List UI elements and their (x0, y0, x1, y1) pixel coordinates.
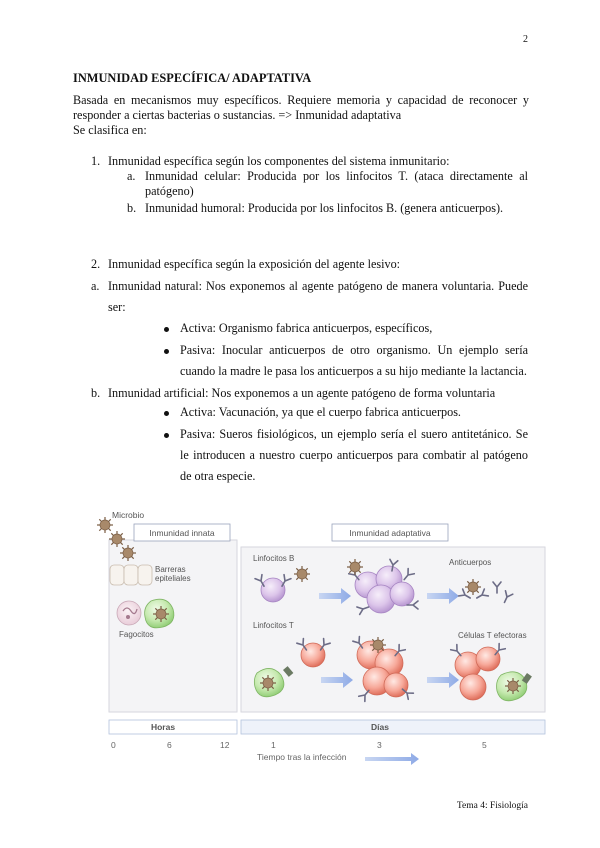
section-heading: INMUNIDAD ESPECÍFICA/ ADAPTATIVA (73, 71, 312, 85)
section2-b-bullet2-line3: de otra especie. (180, 469, 256, 483)
bullet-dot (164, 327, 169, 332)
epiteliales-label: epiteliales (155, 574, 191, 583)
section2-a-line1: Inmunidad natural: Nos exponemos al agente patógeno de manera voluntaria. Puede (108, 279, 528, 293)
adaptive-box-label: Inmunidad adaptativa (349, 528, 431, 538)
section1-item-b-letter: b. (127, 201, 137, 215)
section2-number: 2. (91, 257, 101, 271)
section1-item-a-line2: patógeno) (145, 184, 194, 198)
barreras-label: Barreras (155, 565, 186, 574)
microbe-icon (120, 545, 136, 561)
section1-number: 1. (91, 154, 101, 168)
section2-a-bullet1: Activa: Organismo fabrica anticuerpos, específicos, (180, 321, 433, 335)
footer: Tema 4: Fisiología (456, 801, 528, 811)
section2-b-line1: Inmunidad artificial: Nos exponemos a un agente patógeno de forma voluntaria (108, 386, 496, 400)
days-bar (241, 720, 545, 734)
bullet-dot (164, 411, 169, 416)
microbe-icon (97, 517, 113, 533)
bullet-dot (164, 433, 169, 438)
intro-paragraph: Basada en mecanismos muy específicos. Requiere memoria y capacidad de reconocer y responder a ciertas bacterias o sustancias. => Inmunidad adaptativa (73, 93, 529, 122)
section2-a-bullet2-line1: Pasiva: Inocular anticuerpos de otro organismo. Un ejemplo sería (180, 343, 528, 357)
microbe-icon (347, 559, 363, 575)
section2-b-bullet2-line2: le introducen a nuestro cuerpo anticuerpos para combatir al patógeno (180, 448, 528, 462)
section2-a-bullet2-line2: cuando la madre le pasa los anticuerpos a su hijo mediante la lactancia. (180, 364, 527, 378)
phagocyte-icon (117, 601, 141, 625)
tick-label: 1 (271, 740, 276, 750)
tick-label: 5 (482, 740, 487, 750)
section2-b-letter: b. (91, 386, 101, 400)
tick-label: 12 (220, 740, 230, 750)
intro-classify: Se clasifica en: (73, 123, 147, 137)
section1-item-a-letter: a. (127, 169, 136, 183)
fagocitos-label: Fagocitos (119, 630, 154, 639)
section2-a-line2: ser: (108, 300, 126, 314)
section1-item-b-line1: Inmunidad humoral: Producida por los linfocitos B. (genera anticuerpos). (145, 201, 504, 215)
microbe-icon (109, 531, 125, 547)
microbe-icon (294, 566, 310, 582)
horas-label: Horas (150, 722, 176, 732)
tick-label: 3 (377, 740, 382, 750)
section2-b-bullet2-line1: Pasiva: Sueros fisiológicos, un ejemplo sería el suero antitetánico. Se (180, 427, 528, 441)
section2-b-bullet1: Activa: Vacunación, ya que el cuerpo fabrica anticuerpos. (180, 405, 461, 419)
celulas-t-label: Células T efectoras (458, 631, 527, 640)
linfocitos-b-label: Linfocitos B (253, 554, 295, 563)
page-number: 2 (523, 34, 528, 45)
intro-block (73, 93, 529, 138)
anticuerpos-label: Anticuerpos (449, 558, 492, 567)
time-arrow-icon (365, 753, 419, 765)
tick-label: 0 (111, 740, 116, 750)
linfocitos-t-label: Linfocitos T (253, 621, 294, 630)
tiempo-label: Tiempo tras la infección (257, 752, 347, 762)
phagocyte-icon (145, 599, 174, 628)
immunity-figure (93, 505, 553, 767)
microbe-icon (370, 637, 386, 653)
tick-label: 6 (167, 740, 172, 750)
section2-a-letter: a. (91, 279, 100, 293)
section2-title: Inmunidad específica según la exposición del agente lesivo: (108, 257, 401, 271)
dias-label: Días (371, 722, 389, 732)
microbe-label: Microbio (112, 510, 145, 520)
bullet-dot (164, 349, 169, 354)
epithelial-barrier-icon (110, 565, 152, 585)
section1-title: Inmunidad específica según los componentes del sistema inmunitario: (108, 154, 450, 168)
innate-box-label: Inmunidad innata (149, 528, 215, 538)
section1-item-a-line1: Inmunidad celular: Producida por los linfocitos T. (ataca directamente al (145, 169, 528, 183)
